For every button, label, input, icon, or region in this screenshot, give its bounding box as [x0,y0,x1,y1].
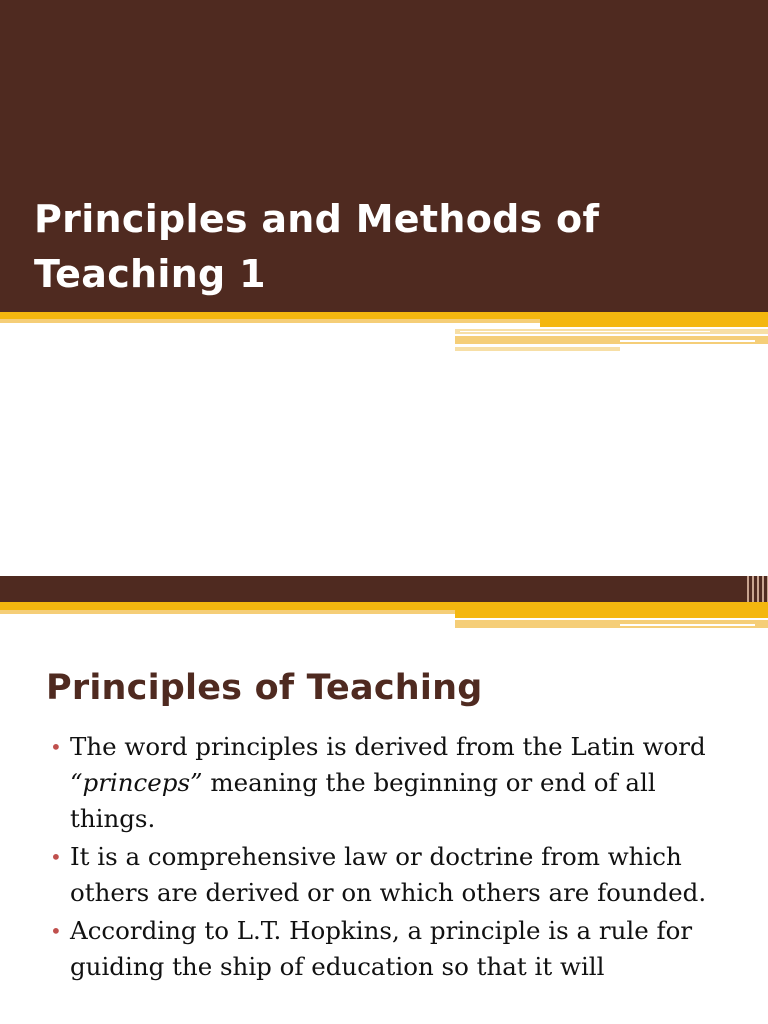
slide-title [34,192,734,302]
bullet-item [48,839,738,911]
bullet-dot-icon: • [50,919,62,943]
content-slide-header [0,576,768,602]
section-title: Principles of Teaching [46,668,483,708]
bullet-text-continued: meaning the beginning or end of all things. [70,768,656,833]
bullet-text: It is a comprehensive law or doctrine from which others are derived or on which others are founded. [70,842,707,907]
bullet-dot-icon: • [50,845,62,869]
title-slide-header [0,0,768,312]
bullet-italic-term: “princeps” [70,768,203,797]
bullet-dot-icon: • [50,735,62,759]
bullet-text: The word principles is derived from the Latin word [70,732,706,761]
bullet-item [48,913,738,985]
bullet-item [48,729,738,837]
bullet-text: According to L.T. Hopkins, a principle is a rule for guiding the ship of education so that it will [70,916,693,981]
bullet-list [48,729,738,987]
slide-title-line-1: Principles and Methods of [34,197,600,241]
slide-title-line-2: Teaching 1 [34,252,266,296]
